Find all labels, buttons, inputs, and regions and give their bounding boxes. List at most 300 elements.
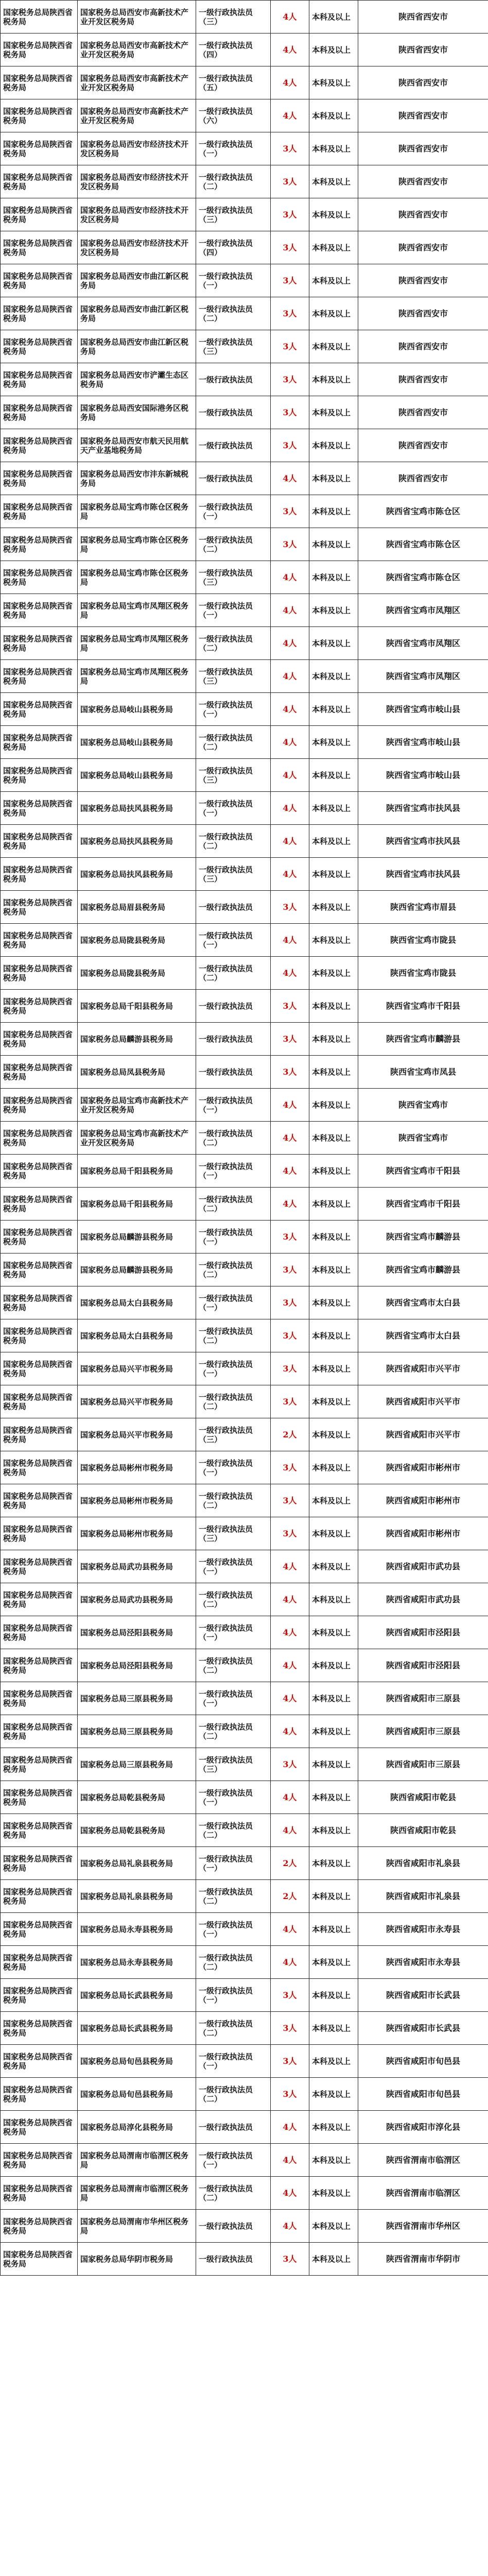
employing-unit-cell: 国家税务总局凤县税务局 <box>78 1056 196 1089</box>
position-name-cell: 一级行政执法员 <box>196 363 271 396</box>
position-name-cell: 一级行政执法员（二） <box>196 165 271 198</box>
employing-unit-cell: 国家税务总局扶风县税务局 <box>78 858 196 891</box>
work-location-cell: 陕西省宝鸡市扶风县 <box>358 825 488 858</box>
position-name-cell: 一级行政执法员（二） <box>196 2078 271 2111</box>
recruit-count-cell: 4人 <box>271 858 309 891</box>
employing-unit-cell: 国家税务总局淳化县税务局 <box>78 2111 196 2144</box>
recruiting-agency-cell: 国家税务总局陕西省税务局 <box>1 1089 78 1122</box>
employing-unit-cell: 国家税务总局岐山县税务局 <box>78 726 196 759</box>
employing-unit-cell: 国家税务总局彬州市税务局 <box>78 1517 196 1550</box>
education-cell: 本科及以上 <box>309 2177 358 2210</box>
position-name-cell: 一级行政执法员（二） <box>196 1319 271 1352</box>
education-cell: 本科及以上 <box>309 561 358 594</box>
recruiting-agency-cell: 国家税务总局陕西省税务局 <box>1 1056 78 1089</box>
education-cell: 本科及以上 <box>309 1781 358 1814</box>
education-cell: 本科及以上 <box>309 330 358 363</box>
recruiting-agency-cell: 国家税务总局陕西省税务局 <box>1 1880 78 1913</box>
recruit-count-cell: 4人 <box>271 1583 309 1616</box>
table-row <box>1 1649 488 1682</box>
table-row <box>1 2045 488 2078</box>
work-location-cell: 陕西省咸阳市兴平市 <box>358 1385 488 1418</box>
recruiting-agency-cell: 国家税务总局陕西省税务局 <box>1 1122 78 1155</box>
employing-unit-cell: 国家税务总局华阴市税务局 <box>78 2243 196 2276</box>
table-row <box>1 759 488 792</box>
table-row <box>1 1946 488 1979</box>
recruit-count-cell: 3人 <box>271 264 309 297</box>
recruit-count-cell: 3人 <box>271 198 309 231</box>
education-cell: 本科及以上 <box>309 792 358 825</box>
table-row <box>1 1979 488 2012</box>
position-name-cell: 一级行政执法员（二） <box>196 2177 271 2210</box>
employing-unit-cell: 国家税务总局太白县税务局 <box>78 1319 196 1352</box>
work-location-cell: 陕西省宝鸡市岐山县 <box>358 693 488 726</box>
position-name-cell: 一级行政执法员（三） <box>196 759 271 792</box>
recruit-count-cell: 2人 <box>271 1847 309 1880</box>
position-name-cell: 一级行政执法员（一） <box>196 1847 271 1880</box>
recruit-count-cell: 4人 <box>271 1682 309 1715</box>
position-name-cell: 一级行政执法员（三） <box>196 1418 271 1451</box>
table-row <box>1 990 488 1023</box>
recruit-count-cell: 3人 <box>271 2243 309 2276</box>
recruiting-agency-cell: 国家税务总局陕西省税务局 <box>1 825 78 858</box>
position-name-cell: 一级行政执法员（一） <box>196 2144 271 2177</box>
position-name-cell: 一级行政执法员（一） <box>196 1616 271 1649</box>
education-cell: 本科及以上 <box>309 1221 358 1253</box>
position-name-cell: 一级行政执法员（三） <box>196 660 271 693</box>
employing-unit-cell: 国家税务总局西安市曲江新区税务局 <box>78 297 196 330</box>
recruit-count-cell: 3人 <box>271 2045 309 2078</box>
position-name-cell: 一级行政执法员（二） <box>196 1946 271 1979</box>
table-row <box>1 1 488 33</box>
recruiting-agency-cell: 国家税务总局陕西省税务局 <box>1 99 78 132</box>
position-name-cell: 一级行政执法员（一） <box>196 1979 271 2012</box>
education-cell: 本科及以上 <box>309 891 358 924</box>
recruit-count-cell: 4人 <box>271 2144 309 2177</box>
recruiting-agency-cell: 国家税务总局陕西省税务局 <box>1 1451 78 1484</box>
education-cell: 本科及以上 <box>309 693 358 726</box>
education-cell: 本科及以上 <box>309 1550 358 1583</box>
employing-unit-cell: 国家税务总局麟游县税务局 <box>78 1253 196 1286</box>
work-location-cell: 陕西省宝鸡市陈仓区 <box>358 528 488 561</box>
table-row <box>1 495 488 528</box>
recruiting-agency-cell: 国家税务总局陕西省税务局 <box>1 2243 78 2276</box>
table-row <box>1 1385 488 1418</box>
recruiting-agency-cell: 国家税务总局陕西省税务局 <box>1 1682 78 1715</box>
position-name-cell: 一级行政执法员（二） <box>196 1880 271 1913</box>
education-cell: 本科及以上 <box>309 165 358 198</box>
recruiting-agency-cell: 国家税务总局陕西省税务局 <box>1 1221 78 1253</box>
recruit-count-cell: 4人 <box>271 660 309 693</box>
table-row <box>1 957 488 990</box>
position-name-cell: 一级行政执法员（三） <box>196 330 271 363</box>
education-cell: 本科及以上 <box>309 1847 358 1880</box>
education-cell: 本科及以上 <box>309 396 358 429</box>
table-row <box>1 1155 488 1188</box>
education-cell: 本科及以上 <box>309 1188 358 1221</box>
table-row <box>1 1286 488 1319</box>
recruit-count-cell: 3人 <box>271 231 309 264</box>
work-location-cell: 陕西省西安市 <box>358 231 488 264</box>
table-row <box>1 858 488 891</box>
recruit-count-cell: 2人 <box>271 1880 309 1913</box>
recruit-count-cell: 4人 <box>271 1649 309 1682</box>
employing-unit-cell: 国家税务总局彬州市税务局 <box>78 1484 196 1517</box>
education-cell: 本科及以上 <box>309 2078 358 2111</box>
recruit-count-cell: 3人 <box>271 1451 309 1484</box>
position-name-cell: 一级行政执法员（一） <box>196 1089 271 1122</box>
education-cell: 本科及以上 <box>309 1880 358 1913</box>
work-location-cell: 陕西省宝鸡市凤翔区 <box>358 594 488 627</box>
recruiting-agency-cell: 国家税务总局陕西省税务局 <box>1 1715 78 1748</box>
table-row <box>1 1188 488 1221</box>
recruiting-agency-cell: 国家税务总局陕西省税务局 <box>1 1847 78 1880</box>
table-row <box>1 1517 488 1550</box>
position-name-cell: 一级行政执法员（三） <box>196 1517 271 1550</box>
recruit-count-cell: 3人 <box>271 429 309 462</box>
employing-unit-cell: 国家税务总局兴平市税务局 <box>78 1385 196 1418</box>
education-cell: 本科及以上 <box>309 924 358 957</box>
education-cell: 本科及以上 <box>309 1089 358 1122</box>
education-cell: 本科及以上 <box>309 495 358 528</box>
work-location-cell: 陕西省宝鸡市 <box>358 1089 488 1122</box>
recruit-count-cell: 4人 <box>271 1814 309 1847</box>
position-name-cell: 一级行政执法员（五） <box>196 66 271 99</box>
recruit-count-cell: 4人 <box>271 462 309 495</box>
table-row <box>1 561 488 594</box>
position-name-cell: 一级行政执法员（一） <box>196 693 271 726</box>
recruiting-agency-cell: 国家税务总局陕西省税务局 <box>1 660 78 693</box>
recruiting-agency-cell: 国家税务总局陕西省税务局 <box>1 1 78 33</box>
position-name-cell: 一级行政执法员（二） <box>196 1253 271 1286</box>
recruiting-agency-cell: 国家税务总局陕西省税务局 <box>1 198 78 231</box>
table-row <box>1 264 488 297</box>
employing-unit-cell: 国家税务总局礼泉县税务局 <box>78 1847 196 1880</box>
education-cell: 本科及以上 <box>309 198 358 231</box>
table-row <box>1 297 488 330</box>
work-location-cell: 陕西省西安市 <box>358 396 488 429</box>
employing-unit-cell: 国家税务总局千阳县税务局 <box>78 1188 196 1221</box>
work-location-cell: 陕西省咸阳市乾县 <box>358 1814 488 1847</box>
work-location-cell: 陕西省咸阳市三原县 <box>358 1748 488 1781</box>
education-cell: 本科及以上 <box>309 66 358 99</box>
position-name-cell: 一级行政执法员（一） <box>196 1913 271 1946</box>
work-location-cell: 陕西省咸阳市兴平市 <box>358 1352 488 1385</box>
education-cell: 本科及以上 <box>309 660 358 693</box>
employing-unit-cell: 国家税务总局西安市高新技术产业开发区税务局 <box>78 1 196 33</box>
employing-unit-cell: 国家税务总局永寿县税务局 <box>78 1946 196 1979</box>
education-cell: 本科及以上 <box>309 1517 358 1550</box>
employing-unit-cell: 国家税务总局眉县税务局 <box>78 891 196 924</box>
table-row <box>1 1319 488 1352</box>
position-name-cell: 一级行政执法员（二） <box>196 297 271 330</box>
recruiting-agency-cell: 国家税务总局陕西省税务局 <box>1 1484 78 1517</box>
table-row <box>1 363 488 396</box>
table-row <box>1 792 488 825</box>
table-row <box>1 1089 488 1122</box>
position-name-cell: 一级行政执法员（二） <box>196 1122 271 1155</box>
work-location-cell: 陕西省宝鸡市扶风县 <box>358 792 488 825</box>
table-row <box>1 1781 488 1814</box>
employing-unit-cell: 国家税务总局陇县税务局 <box>78 924 196 957</box>
recruit-count-cell: 4人 <box>271 1550 309 1583</box>
recruiting-agency-cell: 国家税务总局陕西省税务局 <box>1 1155 78 1188</box>
recruit-count-cell: 3人 <box>271 528 309 561</box>
education-cell: 本科及以上 <box>309 1253 358 1286</box>
work-location-cell: 陕西省宝鸡市凤县 <box>358 1056 488 1089</box>
recruit-count-cell: 4人 <box>271 924 309 957</box>
education-cell: 本科及以上 <box>309 99 358 132</box>
education-cell: 本科及以上 <box>309 429 358 462</box>
work-location-cell: 陕西省宝鸡市千阳县 <box>358 990 488 1023</box>
recruiting-agency-cell: 国家税务总局陕西省税务局 <box>1 1517 78 1550</box>
recruit-count-cell: 3人 <box>271 1319 309 1352</box>
work-location-cell: 陕西省咸阳市淳化县 <box>358 2111 488 2144</box>
table-row <box>1 2078 488 2111</box>
table-row <box>1 1847 488 1880</box>
employing-unit-cell: 国家税务总局永寿县税务局 <box>78 1913 196 1946</box>
employing-unit-cell: 国家税务总局乾县税务局 <box>78 1781 196 1814</box>
employing-unit-cell: 国家税务总局西安市沣东新城税务局 <box>78 462 196 495</box>
education-cell: 本科及以上 <box>309 1023 358 1056</box>
position-name-cell: 一级行政执法员（一） <box>196 1781 271 1814</box>
table-row <box>1 462 488 495</box>
recruit-count-cell: 4人 <box>271 1089 309 1122</box>
work-location-cell: 陕西省咸阳市永寿县 <box>358 1946 488 1979</box>
position-table-body <box>1 1 488 2276</box>
work-location-cell: 陕西省咸阳市乾县 <box>358 1781 488 1814</box>
employing-unit-cell: 国家税务总局宝鸡市凤翔区税务局 <box>78 627 196 660</box>
work-location-cell: 陕西省咸阳市彬州市 <box>358 1484 488 1517</box>
employing-unit-cell: 国家税务总局千阳县税务局 <box>78 1155 196 1188</box>
education-cell: 本科及以上 <box>309 1122 358 1155</box>
recruit-count-cell: 3人 <box>271 1385 309 1418</box>
employing-unit-cell: 国家税务总局岐山县税务局 <box>78 759 196 792</box>
table-row <box>1 2210 488 2243</box>
recruit-count-cell: 4人 <box>271 627 309 660</box>
education-cell: 本科及以上 <box>309 1979 358 2012</box>
position-name-cell: 一级行政执法员（三） <box>196 198 271 231</box>
position-name-cell: 一级行政执法员 <box>196 990 271 1023</box>
position-name-cell: 一级行政执法员（六） <box>196 99 271 132</box>
work-location-cell: 陕西省咸阳市泾阳县 <box>358 1649 488 1682</box>
education-cell: 本科及以上 <box>309 1946 358 1979</box>
work-location-cell: 陕西省西安市 <box>358 99 488 132</box>
recruit-count-cell: 3人 <box>271 1286 309 1319</box>
work-location-cell: 陕西省西安市 <box>358 1 488 33</box>
employing-unit-cell: 国家税务总局长武县税务局 <box>78 1979 196 2012</box>
table-row <box>1 2144 488 2177</box>
recruit-count-cell: 4人 <box>271 759 309 792</box>
recruiting-agency-cell: 国家税务总局陕西省税务局 <box>1 2078 78 2111</box>
work-location-cell: 陕西省西安市 <box>358 429 488 462</box>
education-cell: 本科及以上 <box>309 957 358 990</box>
work-location-cell: 陕西省宝鸡市 <box>358 1122 488 1155</box>
work-location-cell: 陕西省咸阳市礼泉县 <box>358 1847 488 1880</box>
recruit-count-cell: 3人 <box>271 1023 309 1056</box>
work-location-cell: 陕西省咸阳市长武县 <box>358 2012 488 2045</box>
work-location-cell: 陕西省咸阳市永寿县 <box>358 1913 488 1946</box>
employing-unit-cell: 国家税务总局西安市航天民用航天产业基地税务局 <box>78 429 196 462</box>
employing-unit-cell: 国家税务总局西安市高新技术产业开发区税务局 <box>78 66 196 99</box>
table-row <box>1 330 488 363</box>
position-name-cell: 一级行政执法员（二） <box>196 1484 271 1517</box>
position-name-cell: 一级行政执法员（一） <box>196 132 271 165</box>
education-cell: 本科及以上 <box>309 2144 358 2177</box>
recruiting-agency-cell: 国家税务总局陕西省税务局 <box>1 165 78 198</box>
position-name-cell: 一级行政执法员（三） <box>196 1 271 33</box>
table-row <box>1 660 488 693</box>
education-cell: 本科及以上 <box>309 1451 358 1484</box>
table-row <box>1 165 488 198</box>
recruiting-agency-cell: 国家税务总局陕西省税务局 <box>1 429 78 462</box>
employing-unit-cell: 国家税务总局西安市浐灞生态区税务局 <box>78 363 196 396</box>
employing-unit-cell: 国家税务总局岐山县税务局 <box>78 693 196 726</box>
work-location-cell: 陕西省咸阳市兴平市 <box>358 1418 488 1451</box>
work-location-cell: 陕西省宝鸡市麟游县 <box>358 1221 488 1253</box>
education-cell: 本科及以上 <box>309 1583 358 1616</box>
position-name-cell: 一级行政执法员（二） <box>196 627 271 660</box>
recruiting-agency-cell: 国家税务总局陕西省税务局 <box>1 1748 78 1781</box>
position-name-cell: 一级行政执法员（一） <box>196 1286 271 1319</box>
education-cell: 本科及以上 <box>309 132 358 165</box>
recruit-count-cell: 4人 <box>271 957 309 990</box>
work-location-cell: 陕西省咸阳市彬州市 <box>358 1517 488 1550</box>
table-row <box>1 1913 488 1946</box>
employing-unit-cell: 国家税务总局渭南市临渭区税务局 <box>78 2144 196 2177</box>
recruit-count-cell: 2人 <box>271 1418 309 1451</box>
position-name-cell: 一级行政执法员（一） <box>196 594 271 627</box>
position-name-cell: 一级行政执法员（三） <box>196 561 271 594</box>
position-name-cell: 一级行政执法员（四） <box>196 33 271 66</box>
position-name-cell: 一级行政执法员（二） <box>196 1385 271 1418</box>
recruiting-agency-cell: 国家税务总局陕西省税务局 <box>1 726 78 759</box>
employing-unit-cell: 国家税务总局三原县税务局 <box>78 1715 196 1748</box>
recruiting-agency-cell: 国家税务总局陕西省税务局 <box>1 693 78 726</box>
education-cell: 本科及以上 <box>309 1385 358 1418</box>
position-name-cell: 一级行政执法员 <box>196 462 271 495</box>
education-cell: 本科及以上 <box>309 825 358 858</box>
employing-unit-cell: 国家税务总局长武县税务局 <box>78 2012 196 2045</box>
table-row <box>1 1484 488 1517</box>
education-cell: 本科及以上 <box>309 363 358 396</box>
recruit-count-cell: 4人 <box>271 1122 309 1155</box>
position-name-cell: 一级行政执法员（二） <box>196 1715 271 1748</box>
employing-unit-cell: 国家税务总局西安国际港务区税务局 <box>78 396 196 429</box>
table-row <box>1 1814 488 1847</box>
work-location-cell: 陕西省西安市 <box>358 66 488 99</box>
education-cell: 本科及以上 <box>309 2210 358 2243</box>
table-row <box>1 1056 488 1089</box>
employing-unit-cell: 国家税务总局宝鸡市陈仓区税务局 <box>78 495 196 528</box>
table-row <box>1 1122 488 1155</box>
position-name-cell: 一级行政执法员 <box>196 2210 271 2243</box>
work-location-cell: 陕西省咸阳市旬邑县 <box>358 2045 488 2078</box>
education-cell: 本科及以上 <box>309 1649 358 1682</box>
table-row <box>1 594 488 627</box>
position-name-cell: 一级行政执法员（一） <box>196 2045 271 2078</box>
position-name-cell: 一级行政执法员（一） <box>196 495 271 528</box>
recruiting-agency-cell: 国家税务总局陕西省税务局 <box>1 2012 78 2045</box>
recruiting-agency-cell: 国家税务总局陕西省税务局 <box>1 858 78 891</box>
education-cell: 本科及以上 <box>309 1682 358 1715</box>
education-cell: 本科及以上 <box>309 528 358 561</box>
employing-unit-cell: 国家税务总局旬邑县税务局 <box>78 2045 196 2078</box>
position-name-cell: 一级行政执法员（一） <box>196 1155 271 1188</box>
recruit-count-cell: 3人 <box>271 396 309 429</box>
education-cell: 本科及以上 <box>309 990 358 1023</box>
recruiting-agency-cell: 国家税务总局陕西省税务局 <box>1 33 78 66</box>
recruit-count-cell: 3人 <box>271 1979 309 2012</box>
employing-unit-cell: 国家税务总局宝鸡市陈仓区税务局 <box>78 561 196 594</box>
education-cell: 本科及以上 <box>309 1484 358 1517</box>
position-name-cell: 一级行政执法员（二） <box>196 1583 271 1616</box>
work-location-cell: 陕西省咸阳市长武县 <box>358 1979 488 2012</box>
work-location-cell: 陕西省宝鸡市麟游县 <box>358 1023 488 1056</box>
education-cell: 本科及以上 <box>309 2012 358 2045</box>
table-row <box>1 726 488 759</box>
recruit-count-cell: 3人 <box>271 2078 309 2111</box>
recruiting-agency-cell: 国家税务总局陕西省税务局 <box>1 957 78 990</box>
position-name-cell: 一级行政执法员（二） <box>196 957 271 990</box>
recruiting-agency-cell: 国家税务总局陕西省税务局 <box>1 1286 78 1319</box>
recruiting-agency-cell: 国家税务总局陕西省税务局 <box>1 528 78 561</box>
recruiting-agency-cell: 国家税务总局陕西省税务局 <box>1 924 78 957</box>
table-row <box>1 1682 488 1715</box>
position-name-cell: 一级行政执法员（一） <box>196 1221 271 1253</box>
position-name-cell: 一级行政执法员 <box>196 891 271 924</box>
work-location-cell: 陕西省宝鸡市陈仓区 <box>358 561 488 594</box>
work-location-cell: 陕西省宝鸡市千阳县 <box>358 1188 488 1221</box>
position-name-cell: 一级行政执法员（二） <box>196 726 271 759</box>
education-cell: 本科及以上 <box>309 858 358 891</box>
work-location-cell: 陕西省渭南市华州区 <box>358 2210 488 2243</box>
education-cell: 本科及以上 <box>309 1319 358 1352</box>
recruiting-agency-cell: 国家税务总局陕西省税务局 <box>1 495 78 528</box>
employing-unit-cell: 国家税务总局泾阳县税务局 <box>78 1649 196 1682</box>
education-cell: 本科及以上 <box>309 627 358 660</box>
employing-unit-cell: 国家税务总局西安市曲江新区税务局 <box>78 330 196 363</box>
recruit-count-cell: 3人 <box>271 132 309 165</box>
work-location-cell: 陕西省宝鸡市凤翔区 <box>358 660 488 693</box>
position-name-cell: 一级行政执法员（二） <box>196 2012 271 2045</box>
recruit-count-cell: 4人 <box>271 792 309 825</box>
education-cell: 本科及以上 <box>309 759 358 792</box>
table-row <box>1 132 488 165</box>
work-location-cell: 陕西省西安市 <box>358 33 488 66</box>
employing-unit-cell: 国家税务总局乾县税务局 <box>78 1814 196 1847</box>
recruit-count-cell: 3人 <box>271 1517 309 1550</box>
table-row <box>1 99 488 132</box>
recruiting-agency-cell: 国家税务总局陕西省税务局 <box>1 231 78 264</box>
position-name-cell: 一级行政执法员（三） <box>196 1748 271 1781</box>
recruiting-agency-cell: 国家税务总局陕西省税务局 <box>1 1023 78 1056</box>
recruiting-agency-cell: 国家税务总局陕西省税务局 <box>1 627 78 660</box>
table-row <box>1 2243 488 2276</box>
recruit-count-cell: 4人 <box>271 726 309 759</box>
employing-unit-cell: 国家税务总局渭南市华州区税务局 <box>78 2210 196 2243</box>
work-location-cell: 陕西省西安市 <box>358 264 488 297</box>
recruit-count-cell: 3人 <box>271 297 309 330</box>
table-row <box>1 891 488 924</box>
work-location-cell: 陕西省咸阳市彬州市 <box>358 1451 488 1484</box>
employing-unit-cell: 国家税务总局千阳县税务局 <box>78 990 196 1023</box>
recruiting-agency-cell: 国家税务总局陕西省税务局 <box>1 396 78 429</box>
education-cell: 本科及以上 <box>309 1715 358 1748</box>
table-row <box>1 1221 488 1253</box>
work-location-cell: 陕西省宝鸡市陈仓区 <box>358 495 488 528</box>
employing-unit-cell: 国家税务总局扶风县税务局 <box>78 825 196 858</box>
recruiting-agency-cell: 国家税务总局陕西省税务局 <box>1 1352 78 1385</box>
